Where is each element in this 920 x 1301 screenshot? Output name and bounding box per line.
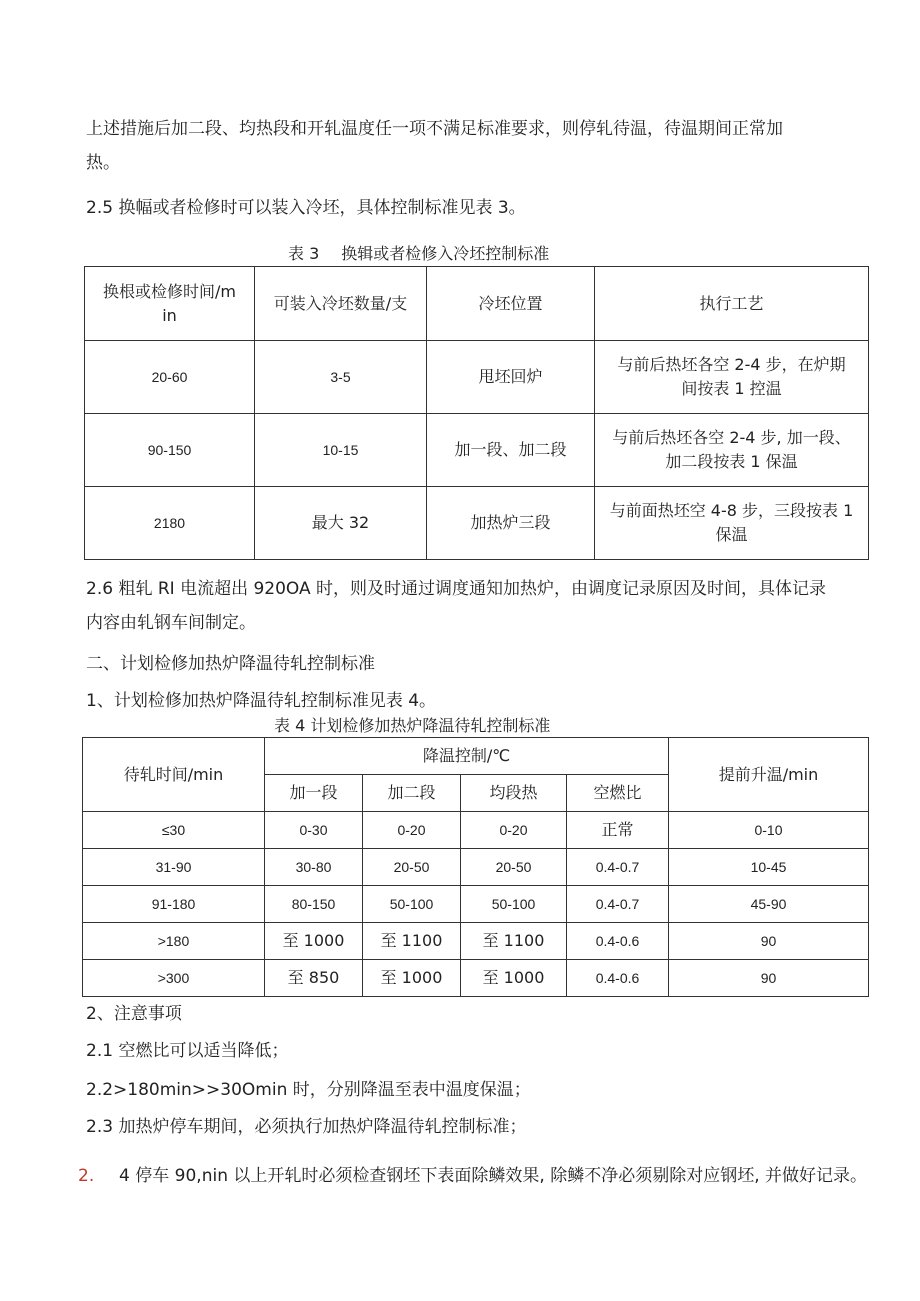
table4-header-wait: 待轧时间/min <box>83 738 265 812</box>
notes-title: 2、注意事项 <box>86 1004 182 1024</box>
table3-cell: 3-5 <box>255 341 427 414</box>
table4-subheader-cell: 加二段 <box>363 775 461 812</box>
table4-row <box>83 960 869 997</box>
table4 <box>82 737 869 997</box>
table4-cell: 50-100 <box>461 886 567 923</box>
table4-row <box>83 886 869 923</box>
table4-subheader-cell: 均段热 <box>461 775 567 812</box>
section-2-title: 二、计划检修加热炉降温待轧控制标准 <box>86 654 375 674</box>
table4-cell: 31-90 <box>83 849 265 886</box>
note-2-3: 2.3 加热炉停车期间，必须执行加热炉降温待轧控制标准； <box>86 1117 527 1137</box>
table4-row <box>83 923 869 960</box>
table4-cell: 0-20 <box>363 812 461 849</box>
note-2-2: 2.2>180min>>30Omin 时，分别降温至表中温度保温； <box>86 1080 531 1100</box>
table4-cell: 0.4-0.6 <box>567 960 669 997</box>
table3-row <box>85 487 869 560</box>
table4-cell: 0-10 <box>669 812 869 849</box>
table4-cell: 0.4-0.7 <box>567 886 669 923</box>
table4-cell: ≤30 <box>83 812 265 849</box>
table3-header-cell: 冷坯位置 <box>427 267 595 341</box>
table4-cell: 至 1000 <box>461 960 567 997</box>
table4-subheader-cell: 加一段 <box>265 775 363 812</box>
table4-cell: 至 1100 <box>461 923 567 960</box>
table4-cell: 0.4-0.6 <box>567 923 669 960</box>
table4-cell: 50-100 <box>363 886 461 923</box>
table4-cell: 30-80 <box>265 849 363 886</box>
table3-cell: 加热炉三段 <box>427 487 595 560</box>
table4-header-row-1 <box>83 738 869 775</box>
table4-cell: 至 1000 <box>363 960 461 997</box>
table4-cell: 90 <box>669 923 869 960</box>
table4-cell: >300 <box>83 960 265 997</box>
table4-cell: 至 1000 <box>265 923 363 960</box>
table4-cell: 90 <box>669 960 869 997</box>
note-last <box>78 1165 867 1187</box>
table3-header-cell: 换根或检修时间/m in <box>85 267 255 341</box>
table3-row <box>85 414 869 487</box>
table4-header-group: 降温控制/℃ <box>265 738 669 775</box>
table3-cell: 加一段、加二段 <box>427 414 595 487</box>
table3-header-cell: 执行工艺 <box>595 267 869 341</box>
table4-cell: 0-30 <box>265 812 363 849</box>
table3-cell: 与前后热坯各空 2-4 步，在炉期 间按表 1 控温 <box>595 341 869 414</box>
note-last-text: 4 停车 90,nin 以上开轧时必须检查钢坯下表面除鳞效果, 除鳞不净必须剔除对应钢坯, 并做好记录。 <box>119 1166 867 1186</box>
table4-cell: 正常 <box>567 812 669 849</box>
table3 <box>84 266 869 560</box>
table3-cell: 90-150 <box>85 414 255 487</box>
item-2-5: 2.5 换幅或者检修时可以装入冷坯，具体控制标准见表 3。 <box>86 198 526 218</box>
table4-cell: 80-150 <box>265 886 363 923</box>
table4-cell: 20-50 <box>363 849 461 886</box>
table3-caption-number: 表 3 <box>288 244 320 263</box>
table4-cell: 至 850 <box>265 960 363 997</box>
table3-row <box>85 341 869 414</box>
table4-cell: 0.4-0.7 <box>567 849 669 886</box>
table4-header-pre: 提前升温/min <box>669 738 869 812</box>
table3-cell: 与前面热坯空 4-8 步，三段按表 1 保温 <box>595 487 869 560</box>
note-last-number: 2. <box>78 1166 95 1186</box>
note-2-1: 2.1 空燃比可以适当降低； <box>86 1041 289 1061</box>
table4-caption: 表 4 计划检修加热炉降温待轧控制标准 <box>274 716 551 735</box>
item-2-6-line-1: 2.6 粗轧 RI 电流超出 920OA 时，则及时通过调度通知加热炉，由调度记录原因及时间，具体记录 <box>86 579 827 599</box>
table3-caption <box>288 244 549 264</box>
table3-cell: 2180 <box>85 487 255 560</box>
table3-caption-title: 换辑或者检修入冷坯控制标准 <box>341 244 550 263</box>
table4-cell: 20-50 <box>461 849 567 886</box>
table3-header-row <box>85 267 869 341</box>
table3-cell: 甩坯回炉 <box>427 341 595 414</box>
table4-cell: 91-180 <box>83 886 265 923</box>
table3-cell: 与前后热坯各空 2-4 步, 加一段、 加二段按表 1 保温 <box>595 414 869 487</box>
intro-line-2: 热。 <box>86 153 120 173</box>
table4-cell: 0-20 <box>461 812 567 849</box>
item-1: 1、计划检修加热炉降温待轧控制标准见表 4。 <box>86 691 437 711</box>
table4-cell: 10-45 <box>669 849 869 886</box>
table3-header-cell: 可装入冷坯数量/支 <box>255 267 427 341</box>
table3-cell: 10-15 <box>255 414 427 487</box>
table4-row <box>83 812 869 849</box>
table4-cell: 45-90 <box>669 886 869 923</box>
item-2-6-line-2: 内容由轧钢车间制定。 <box>86 613 256 633</box>
intro-line-1: 上述措施后加二段、均热段和开轧温度任一项不满足标准要求，则停轧待温，待温期间正常加 <box>86 119 783 139</box>
table4-cell: >180 <box>83 923 265 960</box>
table3-cell: 最大 32 <box>255 487 427 560</box>
table4-row <box>83 849 869 886</box>
table3-cell: 20-60 <box>85 341 255 414</box>
table4-cell: 至 1100 <box>363 923 461 960</box>
table4-subheader-cell: 空燃比 <box>567 775 669 812</box>
